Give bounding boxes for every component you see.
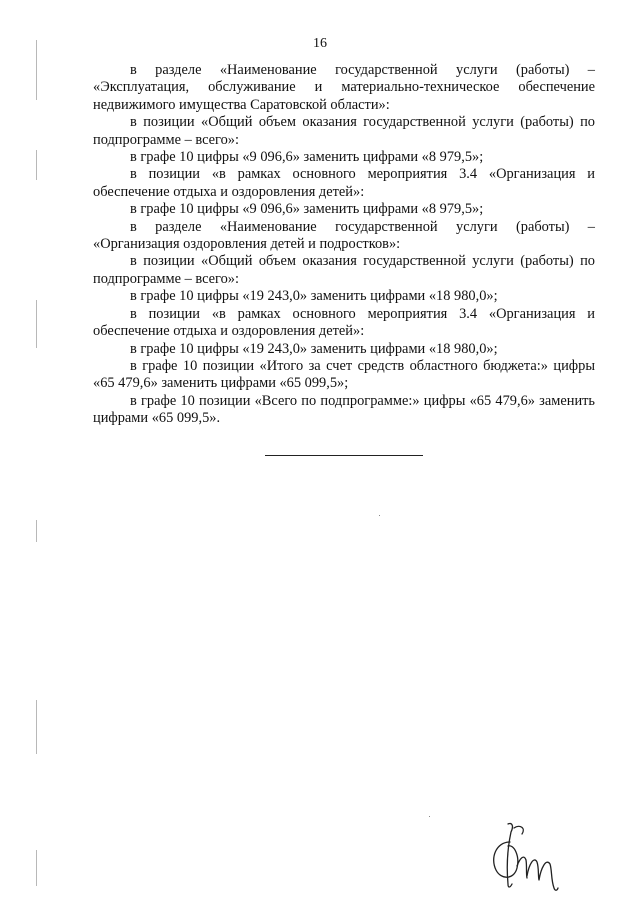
paragraph: в позиции «Общий объем оказания государственной услуги (работы) по подпрограмме – всего»: [93, 253, 595, 287]
signature-stroke-link [517, 857, 527, 878]
margin-mark [36, 150, 37, 180]
handwritten-signature [486, 818, 560, 898]
margin-mark [36, 700, 37, 754]
signature-stroke-loop [494, 842, 518, 877]
paragraph: в графе 10 цифры «9 096,6» заменить цифрами «8 979,5»; [130, 149, 484, 166]
page-number: 16 [313, 36, 327, 51]
paragraph: в разделе «Наименование государственной услуги (работы) – «Организация оздоровления детей и подростков»: [93, 218, 595, 253]
paragraph: в графе 10 позиции «Всего по подпрограмме:» цифры «65 479,6» заменить цифрами «65 099,5». [93, 392, 595, 427]
signature-stroke-flourish [514, 826, 523, 834]
margin-mark [36, 850, 37, 886]
paragraph: в позиции «в рамках основного мероприятия 3.4 «Организация и обеспечение отдыха и оздоровления детей»: [93, 166, 595, 200]
end-separator-line [265, 455, 423, 456]
scan-speck [379, 515, 380, 516]
margin-mark [36, 300, 37, 348]
paragraph: в графе 10 цифры «9 096,6» заменить цифрами «8 979,5»; [130, 201, 484, 218]
paragraph: в позиции «в рамках основного мероприятия 3.4 «Организация и обеспечение отдыха и оздоровления детей»: [93, 305, 595, 340]
signature-stroke-arches [527, 860, 558, 890]
margin-mark [36, 520, 37, 542]
binding-margin-marks [36, 0, 40, 905]
paragraph: в графе 10 позиции «Итого за счет средств областного бюджета:» цифры «65 479,6» заменить цифрами «65 099,5»; [93, 357, 595, 392]
paragraph: в графе 10 цифры «19 243,0» заменить цифрами «18 980,0»; [130, 340, 498, 357]
document-body [93, 62, 595, 428]
paragraph: в позиции «Общий объем оказания государственной услуги (работы) по подпрограмме – всего»: [93, 114, 595, 148]
scan-speck [429, 816, 430, 817]
paragraph: в графе 10 цифры «19 243,0» заменить цифрами «18 980,0»; [130, 288, 498, 305]
paragraph: в разделе «Наименование государственной услуги (работы) – «Эксплуатация, обслуживание и материально-техническое обеспечение недвижимого имущества Саратовской области»: [93, 62, 595, 113]
